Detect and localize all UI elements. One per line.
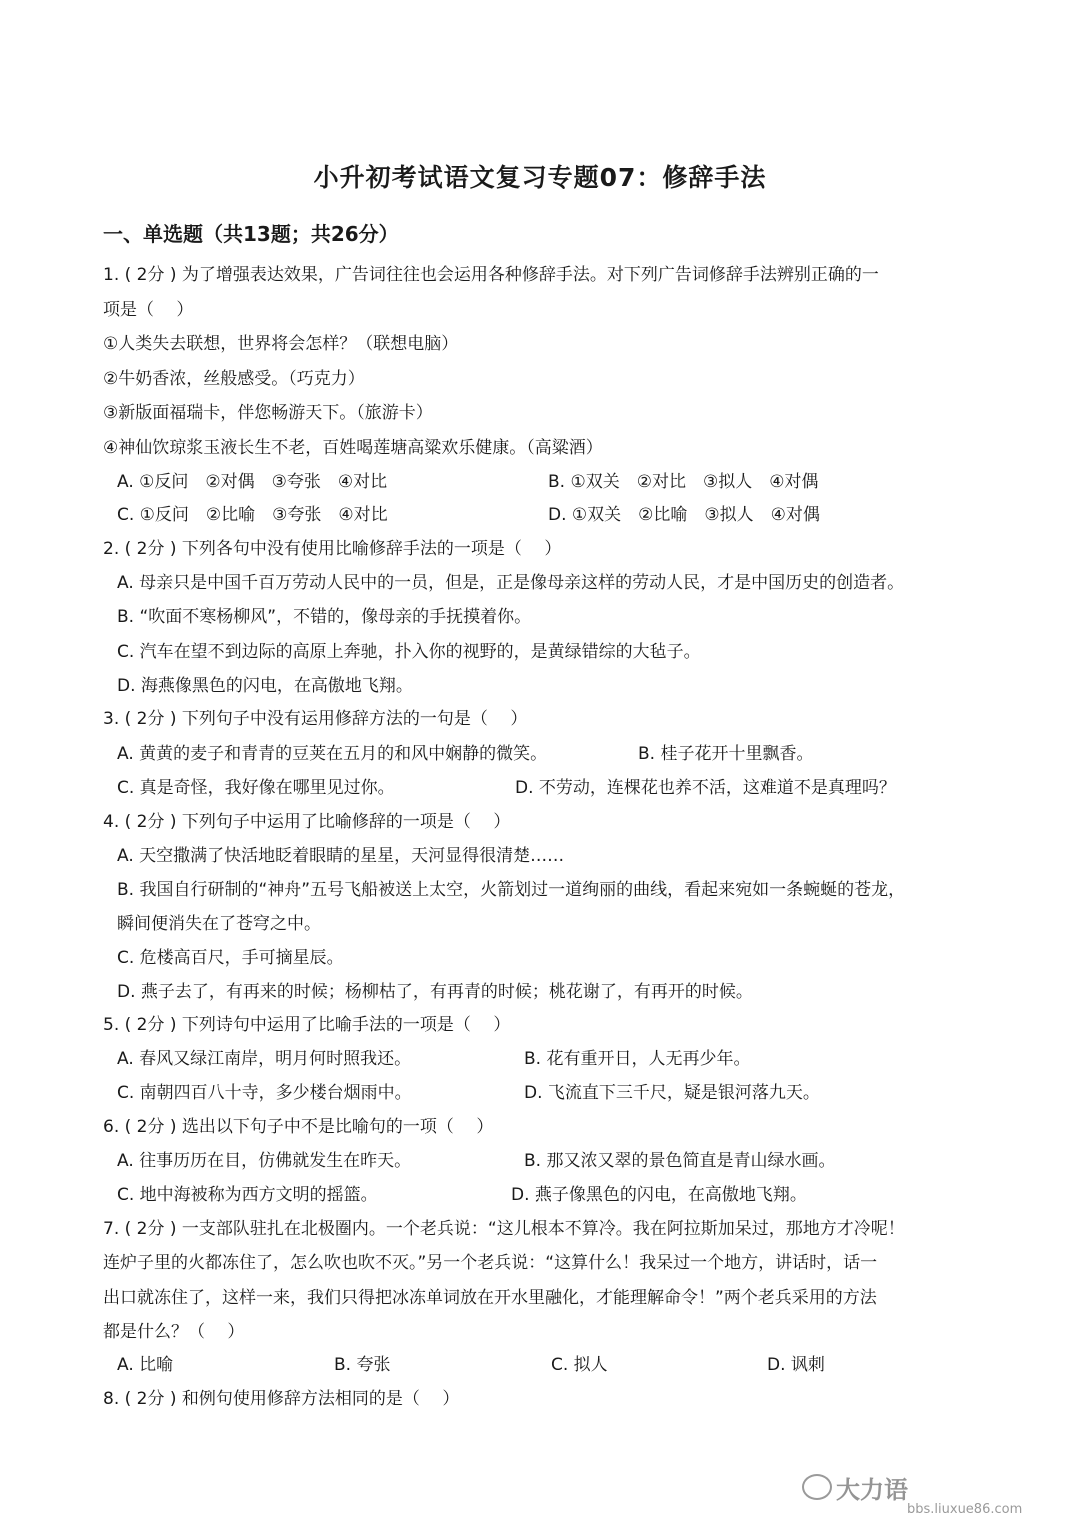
question-7-stem: 7. ( 2分 ) 一支部队驻扎在北极圈内。一个老兵说：“这儿根本不算冷。我在阿拉斯加呆过，那地方才冷呢！ xyxy=(103,1219,905,1239)
question-5-option-a[interactable]: A. 春风又绿江南岸，明月何时照我还。 xyxy=(117,1049,412,1069)
question-6-stem: 6. ( 2分 ) 选出以下句子中不是比喻句的一项（ ） xyxy=(103,1117,494,1137)
question-1-item-1: ①人类失去联想，世界将会怎样？（联想电脑） xyxy=(103,334,459,354)
question-7-option-a[interactable]: A. 比喻 xyxy=(117,1355,174,1375)
question-4-option-b[interactable]: B. 我国自行研制的“神舟”五号飞船被送上太空，火箭划过一道绚丽的曲线，看起来宛如一条蜿蜒的苍龙， xyxy=(117,880,906,900)
question-5-option-d[interactable]: D. 飞流直下三千尺，疑是银河落九天。 xyxy=(524,1083,820,1103)
watermark-text: 大力语 xyxy=(836,1476,908,1504)
question-5-option-b[interactable]: B. 花有重开日，人无再少年。 xyxy=(524,1049,751,1069)
question-3-stem: 3. ( 2分 ) 下列句子中没有运用修辞方法的一句是（ ） xyxy=(103,709,528,729)
question-7-option-b[interactable]: B. 夸张 xyxy=(334,1355,391,1375)
watermark xyxy=(802,1462,1062,1522)
wechat-icon xyxy=(802,1474,832,1500)
watermark-site: bbs.liuxue86.com xyxy=(907,1502,1023,1517)
question-1-option-b[interactable]: B. ①双关 ②对比 ③拟人 ④对偶 xyxy=(548,472,819,492)
section-heading: 一、单选题（共13题；共26分） xyxy=(103,222,399,246)
question-1-stem: 1. ( 2分 ) 为了增强表达效果，广告词往往也会运用各种修辞手法。对下列广告词修辞手法辨别正确的一 xyxy=(103,265,879,285)
question-6-option-b[interactable]: B. 那又浓又翠的景色简直是青山绿水画。 xyxy=(524,1151,836,1171)
question-2-option-c[interactable]: C. 汽车在望不到边际的高原上奔驰，扑入你的视野的，是黄绿错综的大毡子。 xyxy=(117,642,701,662)
question-8-stem: 8. ( 2分 ) 和例句使用修辞方法相同的是（ ） xyxy=(103,1389,460,1409)
question-1-item-3: ③新版面福瑞卡，伴您畅游天下。（旅游卡） xyxy=(103,403,433,423)
question-2-option-a[interactable]: A. 母亲只是中国千百万劳动人民中的一员，但是，正是像母亲这样的劳动人民，才是中国历史的创造者。 xyxy=(117,573,905,593)
question-1-option-c[interactable]: C. ①反问 ②比喻 ③夸张 ④对比 xyxy=(117,505,388,525)
question-4-option-a[interactable]: A. 天空撒满了快活地眨着眼睛的星星，天河显得很清楚…… xyxy=(117,846,565,866)
question-7-option-d[interactable]: D. 讽刺 xyxy=(767,1355,825,1375)
question-2-stem: 2. ( 2分 ) 下列各句中没有使用比喻修辞手法的一项是（ ） xyxy=(103,539,562,559)
question-7-stem-cont-1: 连炉子里的火都冻住了，怎么吹也吹不灭。”另一个老兵说：“这算什么！我呆过一个地方，讲话时，话一 xyxy=(103,1253,878,1273)
question-4-option-b-cont: 瞬间便消失在了苍穹之中。 xyxy=(117,914,321,934)
question-3-option-b[interactable]: B. 桂子花开十里飘香。 xyxy=(638,744,814,764)
question-6-option-a[interactable]: A. 往事历历在目，仿佛就发生在昨天。 xyxy=(117,1151,412,1171)
question-1-stem-cont: 项是（ ） xyxy=(103,300,194,320)
question-5-stem: 5. ( 2分 ) 下列诗句中运用了比喻手法的一项是（ ） xyxy=(103,1015,511,1035)
question-4-stem: 4. ( 2分 ) 下列句子中运用了比喻修辞的一项是（ ） xyxy=(103,812,511,832)
question-2-option-b[interactable]: B. “吹面不寒杨柳风”，不错的，像母亲的手抚摸着你。 xyxy=(117,607,532,627)
question-1-option-d[interactable]: D. ①双关 ②比喻 ③拟人 ④对偶 xyxy=(548,505,820,525)
question-1-item-4: ④神仙饮琼浆玉液长生不老，百姓喝莲塘高粱欢乐健康。（高粱酒） xyxy=(103,438,603,458)
question-6-option-c[interactable]: C. 地中海被称为西方文明的摇篮。 xyxy=(117,1185,378,1205)
question-1-item-2: ②牛奶香浓，丝般感受。（巧克力） xyxy=(103,369,365,389)
question-3-option-d[interactable]: D. 不劳动，连棵花也养不活，这难道不是真理吗？ xyxy=(515,778,896,798)
page-title: 小升初考试语文复习专题07：修辞手法 xyxy=(313,163,767,192)
question-4-option-c[interactable]: C. 危楼高百尺，手可摘星辰。 xyxy=(117,948,344,968)
question-2-option-d[interactable]: D. 海燕像黑色的闪电，在高傲地飞翔。 xyxy=(117,676,413,696)
question-7-stem-cont-2: 出口就冻住了，这样一来，我们只得把冰冻单词放在开水里融化，才能理解命令！”两个老兵采用的方法 xyxy=(103,1288,877,1308)
question-3-option-c[interactable]: C. 真是奇怪，我好像在哪里见过你。 xyxy=(117,778,395,798)
question-1-option-a[interactable]: A. ①反问 ②对偶 ③夸张 ④对比 xyxy=(117,472,388,492)
question-5-option-c[interactable]: C. 南朝四百八十寺，多少楼台烟雨中。 xyxy=(117,1083,412,1103)
question-4-option-d[interactable]: D. 燕子去了，有再来的时候；杨柳枯了，有再青的时候；桃花谢了，有再开的时候。 xyxy=(117,982,753,1002)
question-7-option-c[interactable]: C. 拟人 xyxy=(551,1355,608,1375)
question-3-option-a[interactable]: A. 黄黄的麦子和青青的豆荚在五月的和风中娴静的微笑。 xyxy=(117,744,548,764)
question-7-stem-cont-3: 都是什么？（ ） xyxy=(103,1322,245,1342)
question-6-option-d[interactable]: D. 燕子像黑色的闪电，在高傲地飞翔。 xyxy=(511,1185,807,1205)
